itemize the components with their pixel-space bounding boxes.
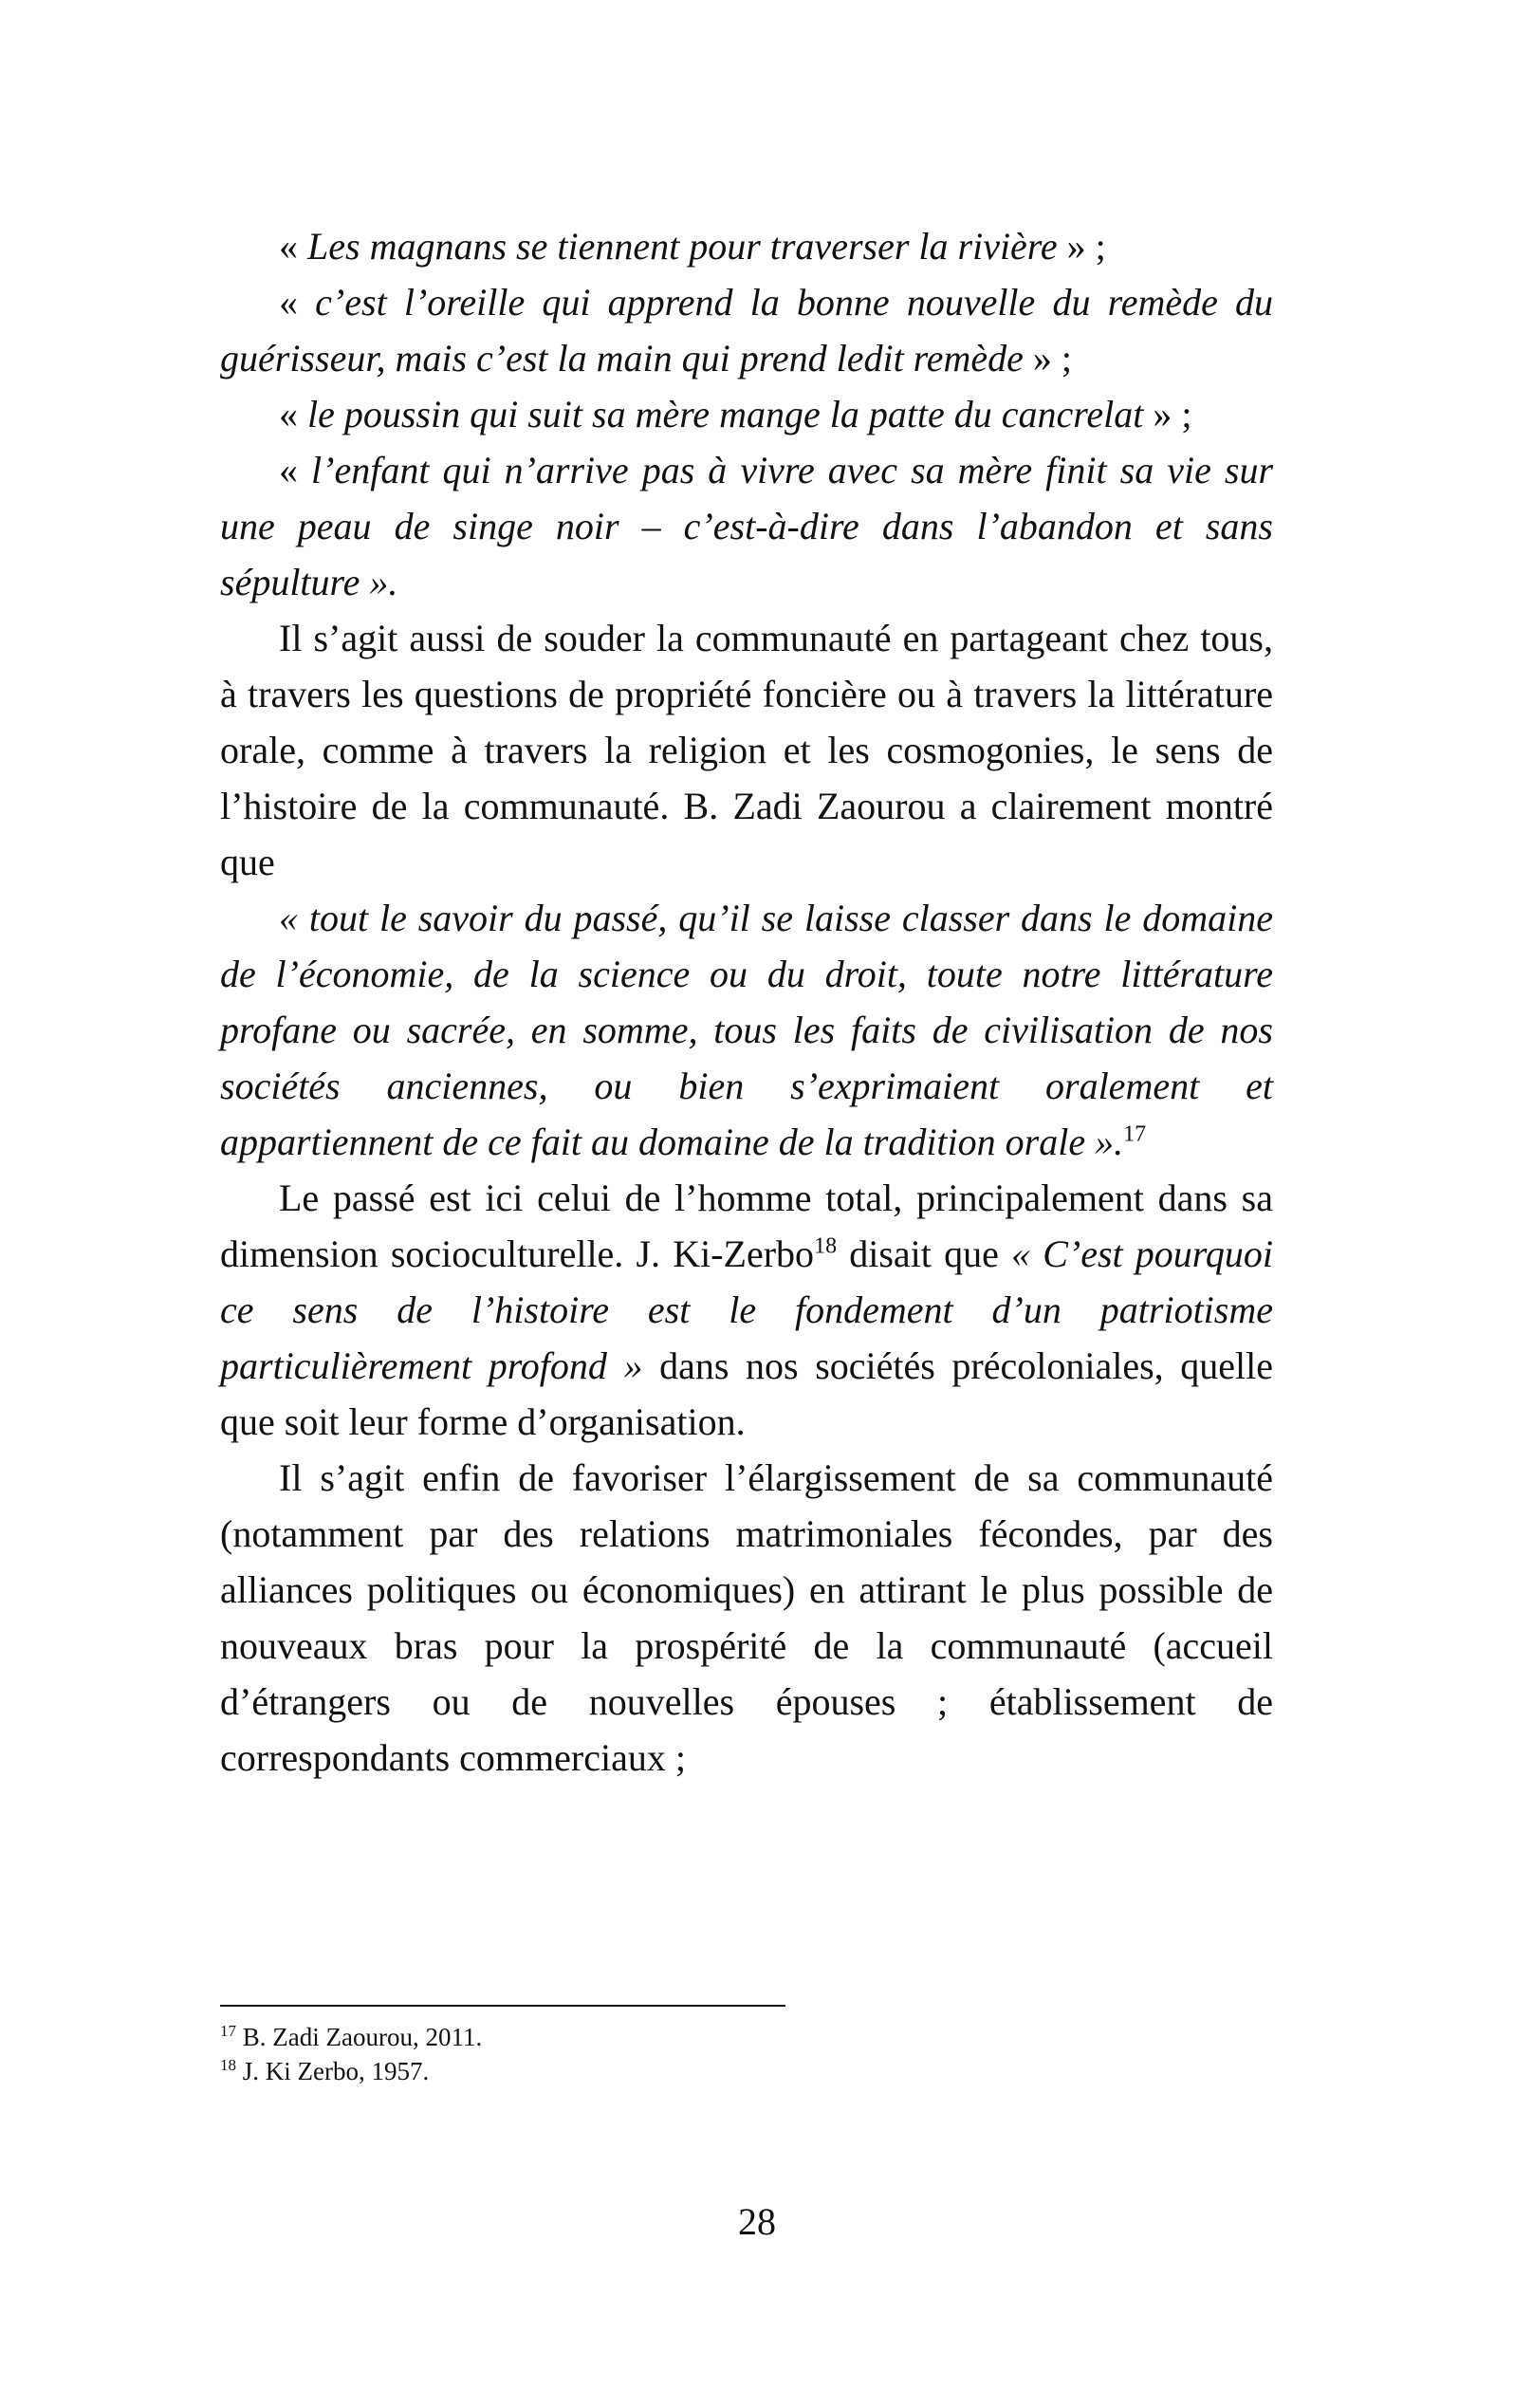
- footnote-text: J. Ki Zerbo, 1957.: [236, 2057, 430, 2085]
- paragraph-3: Il s’agit enfin de favoriser l’élargissement de sa communauté (notamment par des relations matrimoniales fécondes, par des alliances politiques ou économiques) en attirant le plus possible de nouveaux bras pour la prospérité de la communauté (accueil d’étrangers ou de nouvelles épouses ; établissement de correspondants commerciaux ;: [220, 1456, 1273, 1779]
- page-body: [220, 218, 1273, 1786]
- proverb-text: c’est l’oreille qui apprend la bonne nouvelle du remède du guérisseur, mais c’est la main qui prend ledit remède: [220, 281, 1274, 380]
- footnote-ref-17[interactable]: 17: [1123, 1121, 1147, 1147]
- page-number: 28: [738, 2200, 776, 2243]
- footnote-17: [220, 2020, 1273, 2054]
- proverb-text: Les magnans se tiennent pour traverser la rivière: [307, 225, 1058, 268]
- main-text: [220, 218, 1273, 1786]
- open-guillemet: «: [279, 393, 307, 435]
- footnote-divider: [220, 2005, 785, 2007]
- footnote-number: 17: [220, 2022, 236, 2040]
- close-guillemet: » ;: [1023, 337, 1073, 380]
- footnote-18: [220, 2054, 1273, 2088]
- proverb-quote-1: [220, 218, 1273, 274]
- block-quote-zadi: [220, 890, 1273, 1170]
- footnotes: [220, 2005, 1273, 2088]
- close-guillemet: » ;: [1057, 225, 1106, 268]
- inline-quote: « C’est pourquoi ce sens de l’histoire est le fondement d’un patriotisme particulièrement profond »: [220, 1232, 1273, 1387]
- paragraph-2: [220, 1170, 1273, 1450]
- footnote-text: B. Zadi Zaourou, 2011.: [236, 2023, 483, 2051]
- close-guillemet: » ;: [1143, 393, 1192, 435]
- quote-text: « tout le savoir du passé, qu’il se laisse classer dans le domaine de l’économie, de la science ou du droit, toute notre littérature profane ou sacrée, en somme, tous les faits de civilisation de nos sociétés anciennes, ou bien s’exprimaient oralement et appartiennent de ce fait au domaine de la tradition orale ».: [220, 897, 1273, 1163]
- proverb-quote-4: [220, 442, 1273, 610]
- paragraph-text: dans nos sociétés précoloniales, quelle que soit leur forme d’organisation.: [220, 1344, 1274, 1443]
- open-guillemet: «: [279, 225, 307, 268]
- paragraph-text: Le passé est ici celui de l’homme total, principalement dans sa dimension socioculturelle. J. Ki-Zerbo: [220, 1176, 1273, 1275]
- proverb-quote-3: [220, 386, 1273, 442]
- paragraph-text: disait que: [837, 1232, 1012, 1275]
- open-guillemet: «: [279, 281, 316, 324]
- footnote-number: 18: [220, 2056, 236, 2074]
- proverb-text: l’enfant qui n’arrive pas à vivre avec sa mère finit sa vie sur une peau de singe noir – c’est-à-dire dans l’abandon et sans sépulture ».: [220, 449, 1274, 603]
- paragraph-1: Il s’agit aussi de souder la communauté en partageant chez tous, à travers les questions de propriété foncière ou à travers la littérature orale, comme à travers la religion et les cosmogonies, le sens de l’histoire de la communauté. B. Zadi Zaourou a clairement montré que: [220, 617, 1273, 883]
- proverb-text: le poussin qui suit sa mère mange la patte du cancrelat: [307, 393, 1144, 435]
- footnote-ref-18[interactable]: 18: [814, 1233, 838, 1259]
- open-guillemet: «: [279, 449, 312, 491]
- proverb-quote-2: [220, 274, 1273, 386]
